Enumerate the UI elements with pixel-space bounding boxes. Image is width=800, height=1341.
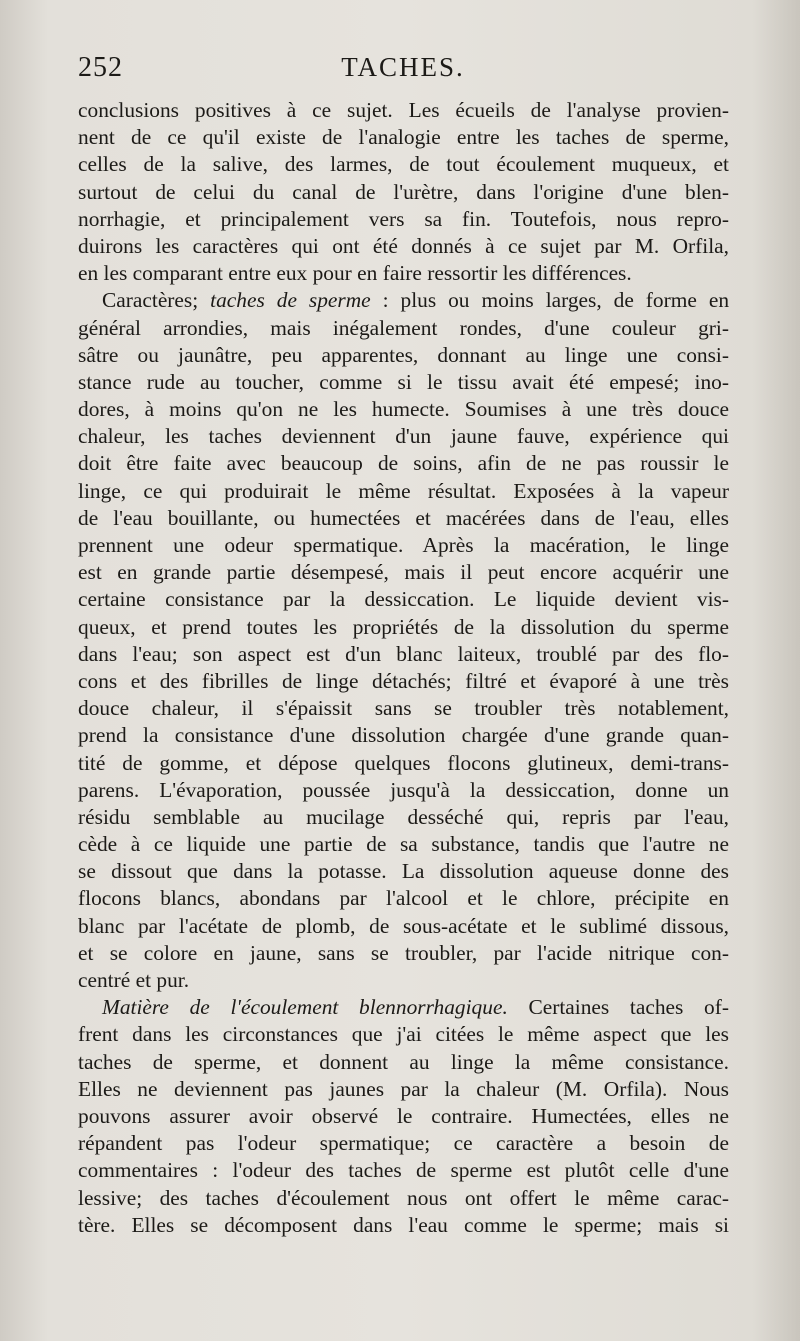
text-line: parens. L'évaporation, poussée jusqu'à la dessiccation, donne un — [78, 777, 729, 802]
text-line: linge, ce qui produirait le même résultat. Exposées à la vapeur — [78, 478, 729, 503]
text-line: de l'eau bouillante, ou humectées et macérées dans de l'eau, elles — [78, 505, 729, 530]
text-line-mixed: Caractères; taches de sperme : plus ou moins larges, de forme en — [102, 288, 730, 313]
text-line: se dissout que dans la potasse. La dissolution aqueuse donne des — [78, 859, 729, 884]
text-line: cons et des fibrilles de linge détachés; filtré et évaporé à une très — [78, 668, 729, 693]
running-title: TACHES. — [341, 52, 465, 82]
text-line: duirons les caractères qui ont été donnés à ce sujet par M. Orfila, — [78, 233, 729, 258]
page-number: 252 — [78, 52, 123, 83]
text-line: prennent une odeur spermatique. Après la macération, le linge — [78, 533, 729, 557]
text-line: frent dans les circonstances que j'ai citées le même aspect que les — [78, 1022, 729, 1047]
text-line: celles de la salive, des larmes, de tout écoulement muqueux, et — [78, 152, 729, 177]
text-line: et se colore en jaune, sans se troubler, par l'acide nitrique con- — [78, 940, 729, 965]
text-line: certaine consistance par la dessiccation. Le liquide devient vis- — [78, 587, 729, 612]
text-line: commentaires : l'odeur des taches de sperme est plutôt celle d'une — [78, 1158, 729, 1183]
text-line: dans l'eau; son aspect est d'un blanc laiteux, troublé par des flo- — [78, 641, 729, 666]
text-line: centré et pur. — [78, 968, 190, 992]
text-line: tère. Elles se décomposent dans l'eau comme le sperme; mais si — [78, 1212, 729, 1237]
text-line: blanc par l'acétate de plomb, de sous-acétate et le sublimé dissous, — [78, 913, 729, 938]
text-line: doit être faite avec beaucoup de soins, afin de ne pas roussir le — [78, 451, 729, 476]
text-line: prend la consistance d'une dissolution chargée d'une grande quan- — [78, 723, 729, 748]
text-line: conclusions positives à ce sujet. Les écueils de l'analyse provien- — [78, 98, 729, 122]
text-line: lessive; des taches d'écoulement nous ont offert le même carac- — [78, 1185, 729, 1210]
text-line: est en grande partie désempesé, mais il peut encore acquérir une — [78, 560, 729, 585]
text-line: nent de ce qu'il existe de l'analogie entre les taches de sperme, — [78, 125, 729, 150]
body-text — [78, 97, 729, 1239]
text-line: Elles ne deviennent pas jaunes par la chaleur (M. Orfila). Nous — [78, 1076, 729, 1101]
text-line: dores, à moins qu'on ne les humecte. Soumises à une très douce — [78, 397, 729, 422]
text-line: tité de gomme, et dépose quelques flocons glutineux, demi-trans- — [78, 750, 729, 775]
text-line: douce chaleur, il s'épaissit sans se troubler très notablement, — [78, 696, 729, 721]
text-line: flocons blancs, abondans par l'alcool et le chlore, précipite en — [78, 886, 729, 911]
text-line: répandent pas l'odeur spermatique; ce caractère a besoin de — [78, 1131, 729, 1156]
italic-phrase: Matière de l'écoulement blennorrhagique. — [102, 995, 508, 1020]
text-line-mixed: Matière de l'écoulement blennorrhagique. Certaines taches of- — [102, 995, 729, 1020]
text-line: queux, et prend toutes les propriétés de la dissolution du sperme — [78, 614, 729, 639]
text-line: norrhagie, et principalement vers sa fin. Toutefois, nous repro- — [78, 206, 729, 231]
text-line: en les comparant entre eux pour en faire ressortir les différences. — [78, 261, 632, 286]
text-line: pouvons assurer avoir observé le contraire. Humectées, elles ne — [78, 1103, 729, 1128]
page-header — [78, 52, 728, 92]
text-line: chaleur, les taches deviennent d'un jaune fauve, expérience qui — [78, 424, 729, 449]
italic-phrase: taches de sperme — [210, 288, 371, 313]
text-line: taches de sperme, et donnent au linge la même consistance. — [78, 1049, 729, 1074]
text-line: sâtre ou jaunâtre, peu apparentes, donnant au linge une consi- — [78, 342, 729, 367]
text-line: surtout de celui du canal de l'urètre, dans l'origine d'une blen- — [78, 179, 729, 204]
text-line: cède à ce liquide une partie de sa substance, tandis que l'autre ne — [78, 832, 729, 857]
text-line: stance rude au toucher, comme si le tissu avait été empesé; ino- — [78, 369, 729, 394]
text-line: général arrondies, mais inégalement rondes, d'une couleur gri- — [78, 315, 729, 340]
text-line: résidu semblable au mucilage desséché qui, repris par l'eau, — [78, 804, 729, 829]
